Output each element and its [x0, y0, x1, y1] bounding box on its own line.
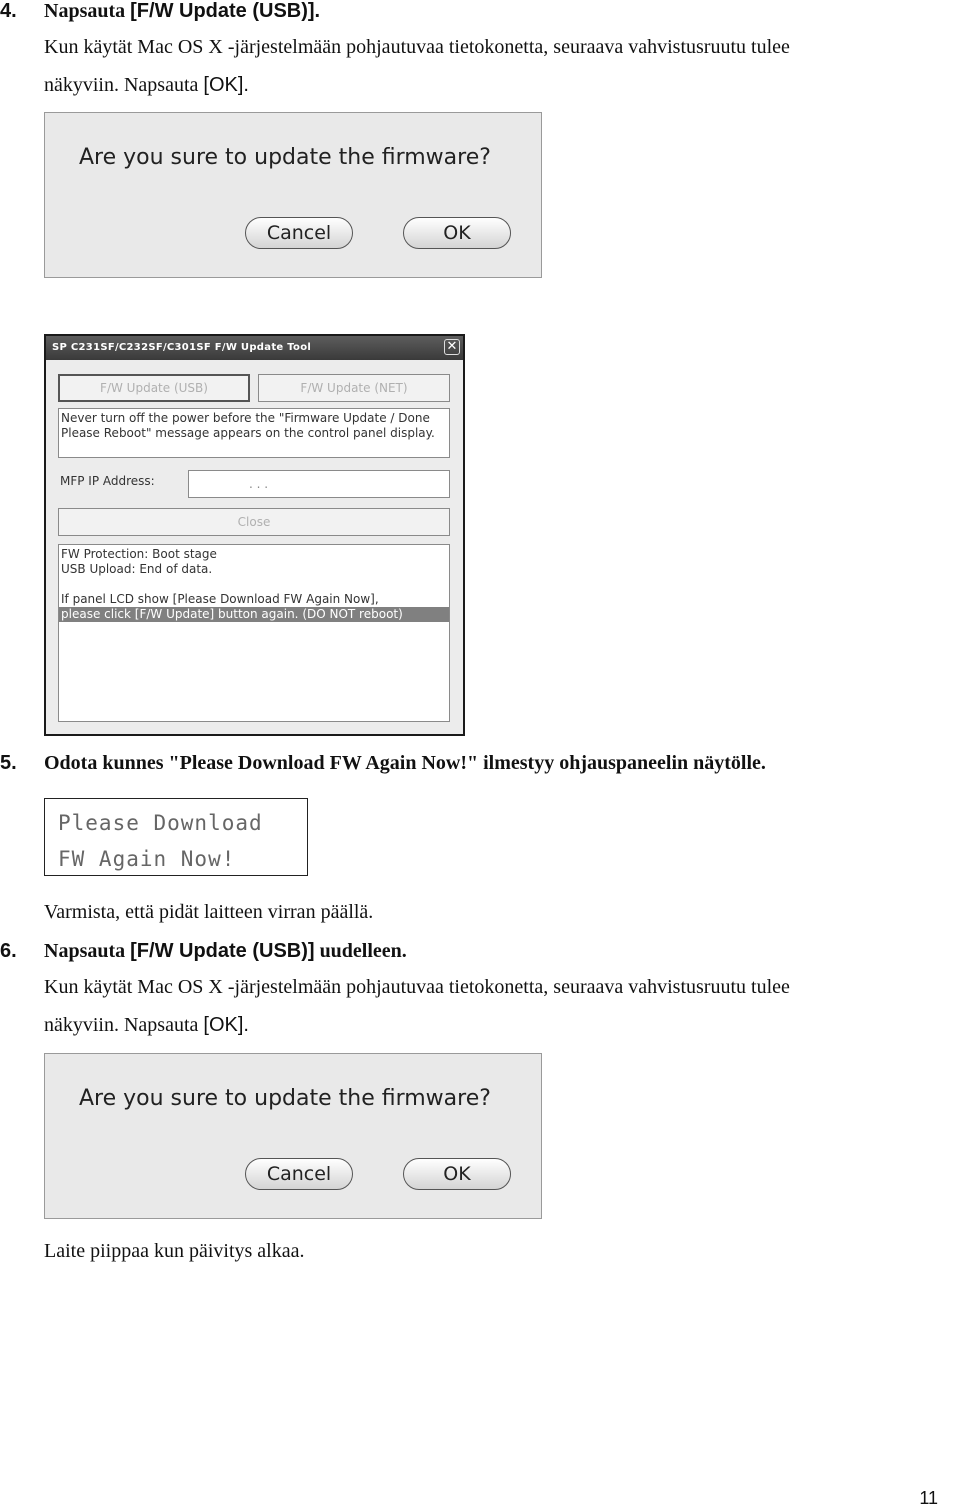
- cancel-button[interactable]: Cancel: [245, 217, 353, 249]
- step-5-note: Varmista, että pidät laitteen virran päällä.: [44, 901, 374, 923]
- log-list: [58, 544, 450, 722]
- step-6-line-1: Kun käytät Mac OS X -järjestelmään pohjautuvaa tietokonetta, seuraava vahvistusruutu tulee: [44, 976, 790, 998]
- step-5-number: 5.: [0, 752, 17, 774]
- fw-update-usb-button[interactable]: F/W Update (USB): [58, 374, 250, 402]
- ip-address-label: MFP IP Address:: [60, 474, 155, 488]
- confirm-dialog-2: [44, 1053, 542, 1219]
- ip-address-field[interactable]: . . .: [188, 470, 450, 498]
- ok-button[interactable]: OK: [403, 217, 511, 249]
- step-6-heading-ui: [F/W Update (USB)]: [130, 940, 315, 962]
- step-4-line-2-text: näkyviin. Napsauta: [44, 74, 204, 96]
- log-line: FW Protection: Boot stage: [61, 547, 217, 561]
- step-4-line-2: [44, 66, 790, 104]
- cancel-button[interactable]: Cancel: [245, 1158, 353, 1190]
- close-icon[interactable]: ✕: [444, 339, 460, 355]
- step-4-heading-text: Napsauta: [44, 0, 131, 22]
- page-number: 11: [919, 1488, 938, 1508]
- step-4-heading: [44, 0, 320, 23]
- ok-button[interactable]: OK: [403, 1158, 511, 1190]
- step-4-number: 4.: [0, 0, 17, 22]
- confirm-question: Are you sure to update the firmware?: [79, 1086, 491, 1111]
- step-6-line-2-text: näkyviin. Napsauta: [44, 1014, 204, 1036]
- step-6-heading-text: Napsauta: [44, 940, 131, 962]
- confirm-dialog-1: [44, 112, 542, 278]
- step-5-heading: Odota kunnes "Please Download FW Again Now!" ilmestyy ohjauspaneelin näytölle.: [44, 752, 766, 774]
- step-4-line-2-ui: [OK].: [203, 74, 249, 96]
- lcd-line-2: FW Again Now!: [58, 847, 236, 871]
- final-note: Laite piippaa kun päivitys alkaa.: [44, 1240, 305, 1262]
- warning-box: [58, 408, 450, 458]
- update-tool-window: [44, 334, 465, 736]
- log-line: USB Upload: End of data.: [61, 562, 213, 576]
- step-6-text: [44, 968, 790, 1044]
- step-4-line-1: Kun käytät Mac OS X -järjestelmään pohjautuvaa tietokonetta, seuraava vahvistusruutu tulee: [44, 36, 790, 58]
- lcd-line-1: Please Download: [58, 811, 263, 835]
- fw-update-net-button[interactable]: F/W Update (NET): [258, 374, 450, 402]
- step-6-heading: [44, 940, 407, 963]
- step-4-text: [44, 28, 790, 104]
- warning-line-1: Never turn off the power before the "Firmware Update / Done: [61, 411, 430, 425]
- log-line: If panel LCD show [Please Download FW Again Now],: [61, 592, 379, 606]
- warning-line-2: Please Reboot" message appears on the control panel display.: [61, 426, 435, 440]
- step-6-heading-suffix: uudelleen.: [314, 940, 407, 962]
- step-6-line-2: [44, 1006, 790, 1044]
- log-line-selected[interactable]: please click [F/W Update] button again. (DO NOT reboot): [59, 607, 449, 622]
- close-button[interactable]: Close: [58, 508, 450, 536]
- lcd-panel: [44, 798, 308, 876]
- step-4-heading-ui: [F/W Update (USB)].: [130, 0, 321, 22]
- step-6-line-2-ui: [OK].: [203, 1014, 249, 1036]
- window-title: SP C231SF/C232SF/C301SF F/W Update Tool: [46, 336, 463, 360]
- log-line: [59, 577, 449, 592]
- confirm-question: Are you sure to update the firmware?: [79, 145, 491, 170]
- step-6-number: 6.: [0, 940, 17, 962]
